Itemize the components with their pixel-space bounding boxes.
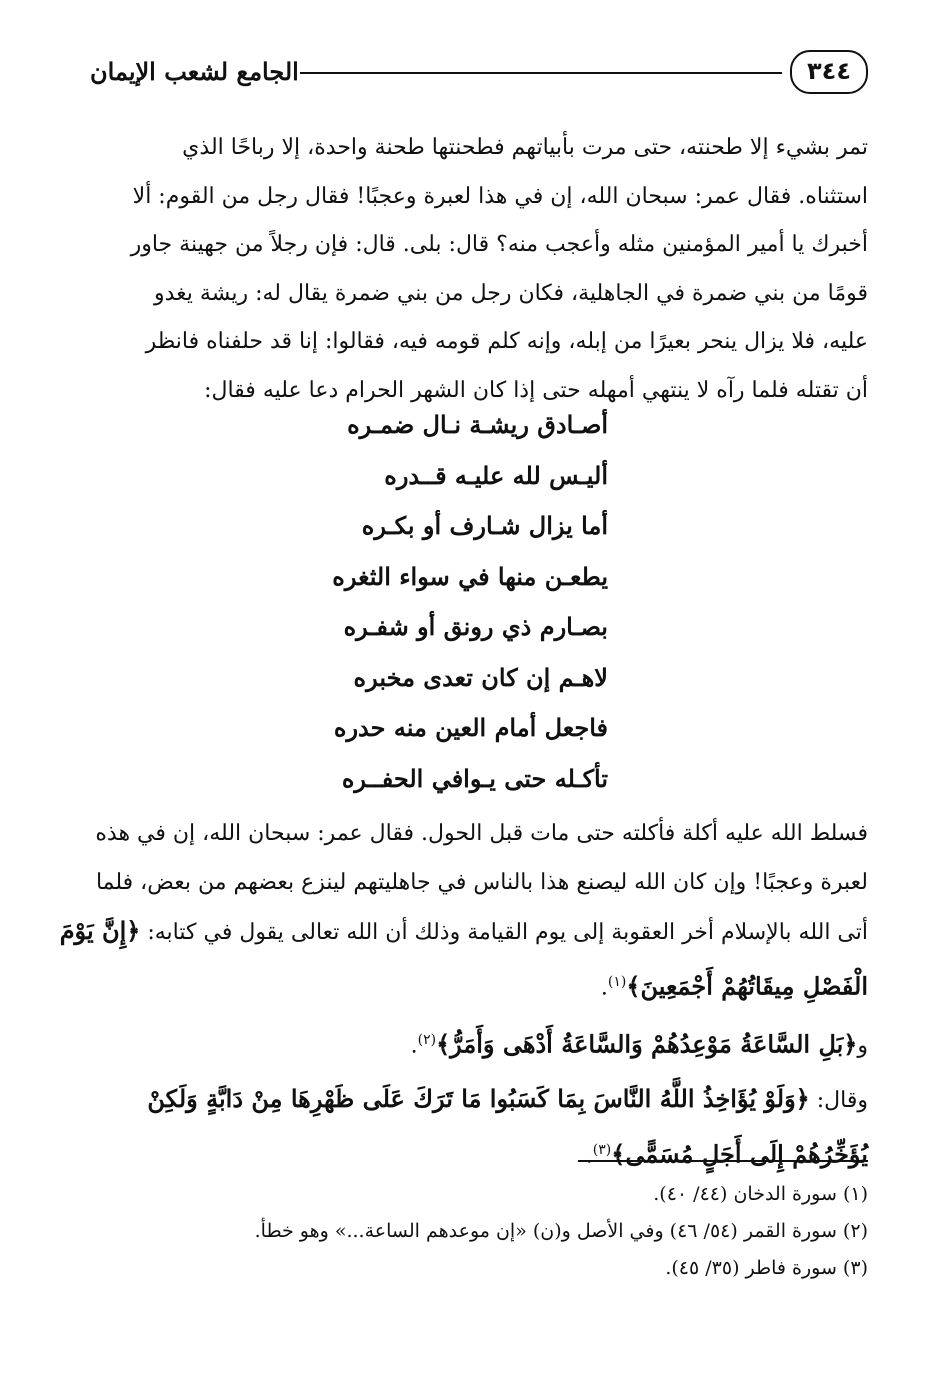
text-line: فسلط الله عليه أكلة فأكلته حتى مات قبل الحول. فقال عمر: سبحان الله، إن في هذه bbox=[95, 821, 868, 846]
poem-verse: بصـارم ذي رونق أو شفـره bbox=[343, 612, 608, 641]
book-title: الجامع لشعب الإيمان bbox=[90, 57, 299, 86]
poem bbox=[308, 400, 608, 804]
poem-verse: يطعـن منها في سواء الثغره bbox=[332, 561, 608, 591]
text-line bbox=[80, 958, 868, 1013]
footnote: (٣) سورة فاطر (٣٥/ ٤٥). bbox=[665, 1257, 868, 1279]
text-segment: و bbox=[857, 1033, 868, 1059]
text-line bbox=[80, 1126, 868, 1181]
text-line: أخبرك يا أمير المؤمنين مثله وأعجب منه؟ قال: بلى. قال: فإن رجلاً من جهينة جاور bbox=[130, 232, 868, 257]
poem-verse: تأكـله حتى يـوافي الحفــره bbox=[341, 763, 608, 793]
footnote: (١) سورة الدخان (٤٤/ ٤٠). bbox=[653, 1183, 868, 1205]
quran-verse-2: ﴿بَلِ السَّاعَةُ مَوْعِدُهُمْ وَالسَّاعَةُ أَدْهَى وَأَمَرُّ﴾ bbox=[436, 1029, 858, 1059]
period: . bbox=[600, 974, 608, 1000]
text-line bbox=[80, 1016, 868, 1071]
footnote-ref: (١) bbox=[607, 973, 627, 990]
poem-verse: لاهـم إن كان تعدى مخبره bbox=[353, 662, 608, 692]
page-number-badge: ٣٤٤ bbox=[790, 50, 868, 94]
paragraph-1 bbox=[80, 124, 868, 415]
text-segment: أتى الله بالإسلام أخر العقوبة إلى يوم القيامة وذلك أن الله تعالى يقول في كتابه: bbox=[147, 920, 868, 945]
text-line: قومًا من بني ضمرة في الجاهلية، فكان رجل من بني ضمرة يقال له: ريشة يغدو bbox=[154, 280, 868, 306]
footnote-separator bbox=[578, 1160, 868, 1162]
header-rule bbox=[300, 72, 782, 74]
period: . bbox=[585, 1142, 593, 1168]
period: . bbox=[410, 1033, 418, 1059]
poem-verse: فاجعل أمام العين منه حدره bbox=[333, 713, 608, 742]
quran-verse-1-start: ﴿إِنَّ يَوْمَ bbox=[59, 916, 141, 945]
text-line bbox=[59, 907, 868, 958]
text-line bbox=[80, 1075, 868, 1126]
poem-verse: أصـادق ريشـة نـال ضمـره bbox=[347, 410, 608, 439]
text-line: تمر بشيء إلا طحنته، حتى مرت بأبياتهم فطحنتها طحنة واحدة، إلا رباحًا الذي bbox=[182, 135, 868, 160]
page-header bbox=[90, 44, 868, 104]
footnote-ref: (٣) bbox=[592, 1141, 612, 1158]
quran-verse-3-line-1: ﴿وَلَوْ يُؤَاخِذُ اللَّهُ النَّاسَ بِمَا كَسَبُوا مَا تَرَكَ عَلَى ظَهْرِهَا مِنْ دَابَّةٍ وَلَكِنْ bbox=[147, 1084, 810, 1114]
quran-verse-3-line-2: يُؤَخِّرُهُمْ إِلَى أَجَلٍ مُسَمًّى﴾ bbox=[611, 1138, 868, 1168]
text-line: أن تقتله فلما رآه لا ينتهي أمهله حتى إذا كان الشهر الحرام دعا عليه فقال: bbox=[204, 377, 868, 403]
text-segment: وقال: bbox=[816, 1088, 868, 1114]
footnotes bbox=[80, 1176, 868, 1287]
footnote: (٢) سورة القمر (٥٤/ ٤٦) وفي الأصل و(ن) «إن موعدهم الساعة...» وهو خطأ. bbox=[254, 1220, 868, 1242]
footnote-ref: (٢) bbox=[417, 1032, 437, 1049]
text-line: استثناه. فقال عمر: سبحان الله، إن في هذا لعبرة وعجبًا! فقال رجل من القوم: ألا bbox=[132, 183, 868, 209]
text-line: لعبرة وعجبًا! وإن كان الله ليصنع هذا بالناس في جاهليتهم لينزع بعضهم من بعض، فلما bbox=[95, 869, 868, 895]
text-line: عليه، فلا يزال ينحر بعيرًا من إبله، وإنه كلم قومه فيه، فقالوا: إنا قد حلفناه فانظر bbox=[145, 329, 868, 354]
paragraph-2 bbox=[59, 810, 868, 1180]
quran-verse-1-end: الْفَصْلِ مِيقَاتُهُمْ أَجْمَعِينَ﴾ bbox=[626, 970, 868, 1000]
poem-verse: أليـس لله عليـه قــدره bbox=[384, 460, 608, 490]
poem-verse: أما يزال شـارف أو بكـره bbox=[361, 511, 608, 540]
